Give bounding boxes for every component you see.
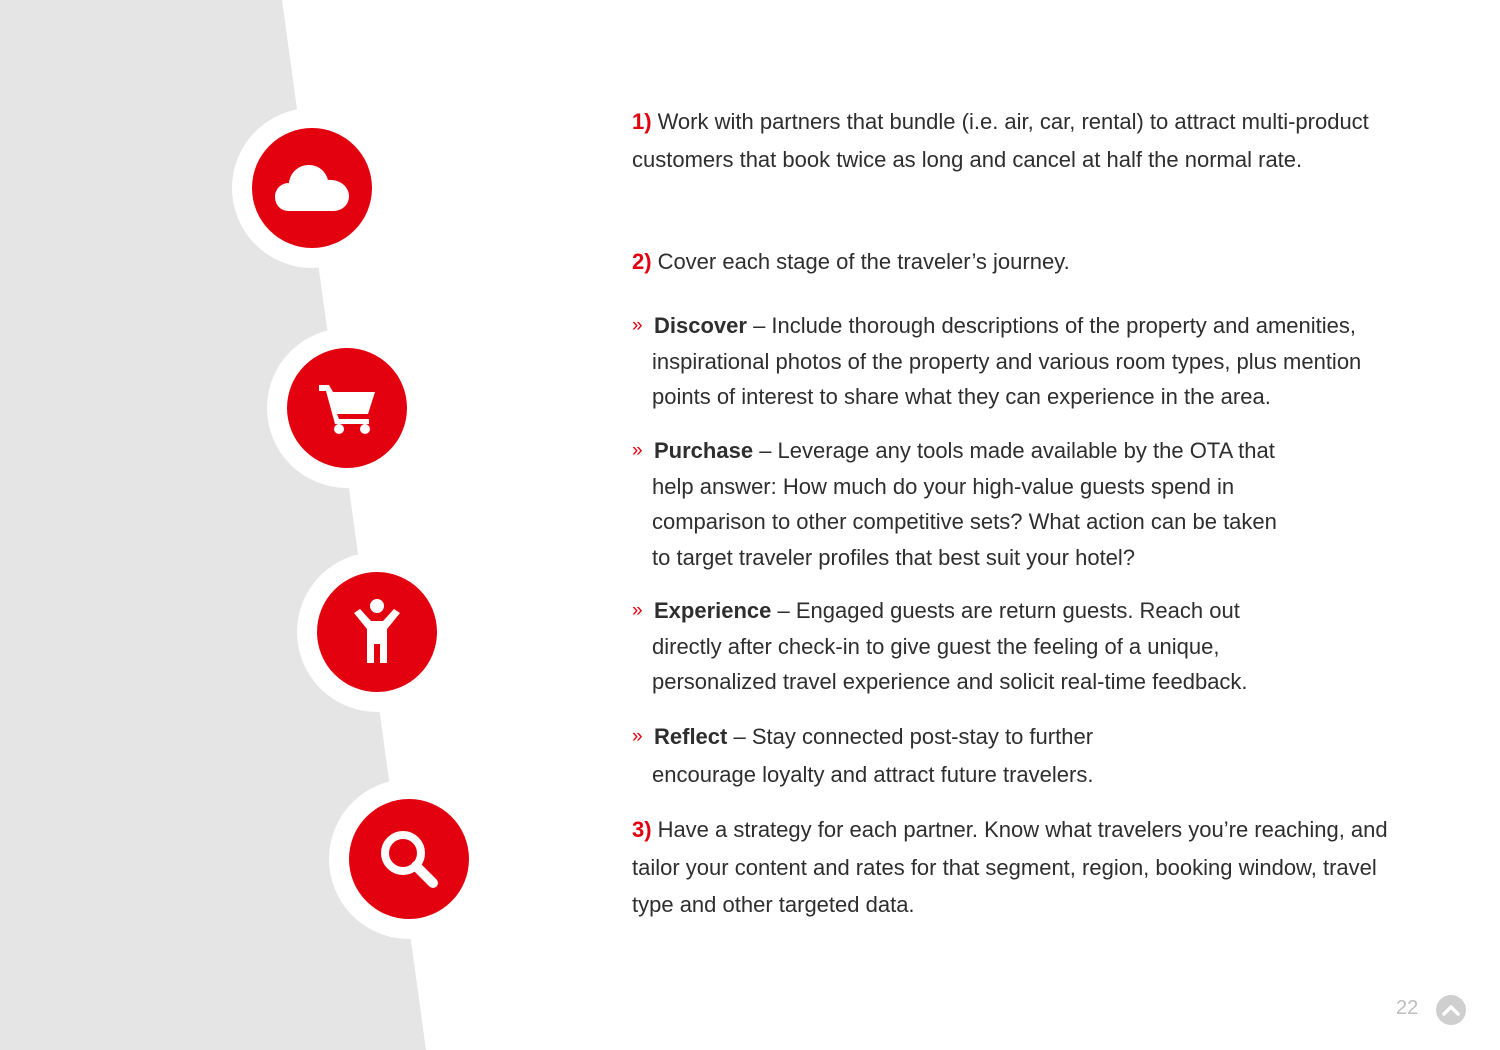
stage-term: Discover — [654, 313, 747, 338]
icon-ring-reflect — [329, 779, 489, 939]
point-number: 1) — [632, 109, 652, 134]
cloud-icon — [275, 163, 349, 213]
stage-text: – Stay connected post-stay to further encourage loyalty and attract future travelers. — [652, 724, 1094, 787]
stage-purchase — [632, 433, 1292, 575]
stage-term: Purchase — [654, 438, 754, 463]
reflect-badge — [349, 799, 469, 919]
point-1 — [632, 103, 1402, 178]
person-icon — [352, 599, 402, 665]
stage-reflect — [632, 718, 1132, 794]
point-text: Work with partners that bundle (i.e. air, car, rental) to attract multi-product customers that book twice as long and cancel at half the normal rate. — [632, 109, 1369, 172]
point-number: 3) — [632, 817, 652, 842]
shopping-cart-icon — [317, 382, 377, 434]
bullet-mark: » — [632, 600, 643, 621]
icon-ring-purchase — [267, 328, 427, 488]
chevron-up-icon — [1442, 1004, 1460, 1016]
stage-term: Reflect — [654, 724, 728, 749]
stage-text: – Include thorough descriptions of the property and amenities, inspirational photos of the property and various room types, plus mention points of interest to share what they can experience in the area. — [652, 313, 1362, 409]
point-2 — [632, 243, 1402, 281]
bullet-mark: » — [632, 726, 643, 747]
page-number: 22 — [1396, 997, 1419, 1019]
stage-experience — [632, 593, 1292, 700]
stage-term: Experience — [654, 598, 772, 623]
icon-ring-discover — [232, 108, 392, 268]
bullet-mark: » — [632, 440, 643, 461]
point-number: 2) — [632, 249, 652, 274]
point-text: Cover each stage of the traveler’s journey. — [657, 249, 1070, 274]
bullet-mark: » — [632, 315, 643, 336]
point-text: Have a strategy for each partner. Know what travelers you’re reaching, and tailor your content and rates for that segment, region, booking window, travel type and other targeted data. — [632, 817, 1388, 917]
experience-badge — [317, 572, 437, 692]
icon-ring-experience — [297, 552, 457, 712]
scroll-to-top-button[interactable] — [1436, 995, 1466, 1025]
stage-discover — [632, 308, 1402, 415]
stage-text: – Engaged guests are return guests. Reach out directly after check-in to give guest the feeling of a unique, personalized travel experience and solicit real-time feedback. — [652, 598, 1248, 694]
discover-badge — [252, 128, 372, 248]
stage-text: – Leverage any tools made available by the OTA that help answer: How much do your high-value guests spend in comparison to other competitive sets? What action can be taken to target traveler profiles that best suit your hotel? — [652, 438, 1277, 570]
search-icon — [379, 829, 439, 889]
purchase-badge — [287, 348, 407, 468]
point-3 — [632, 811, 1412, 924]
